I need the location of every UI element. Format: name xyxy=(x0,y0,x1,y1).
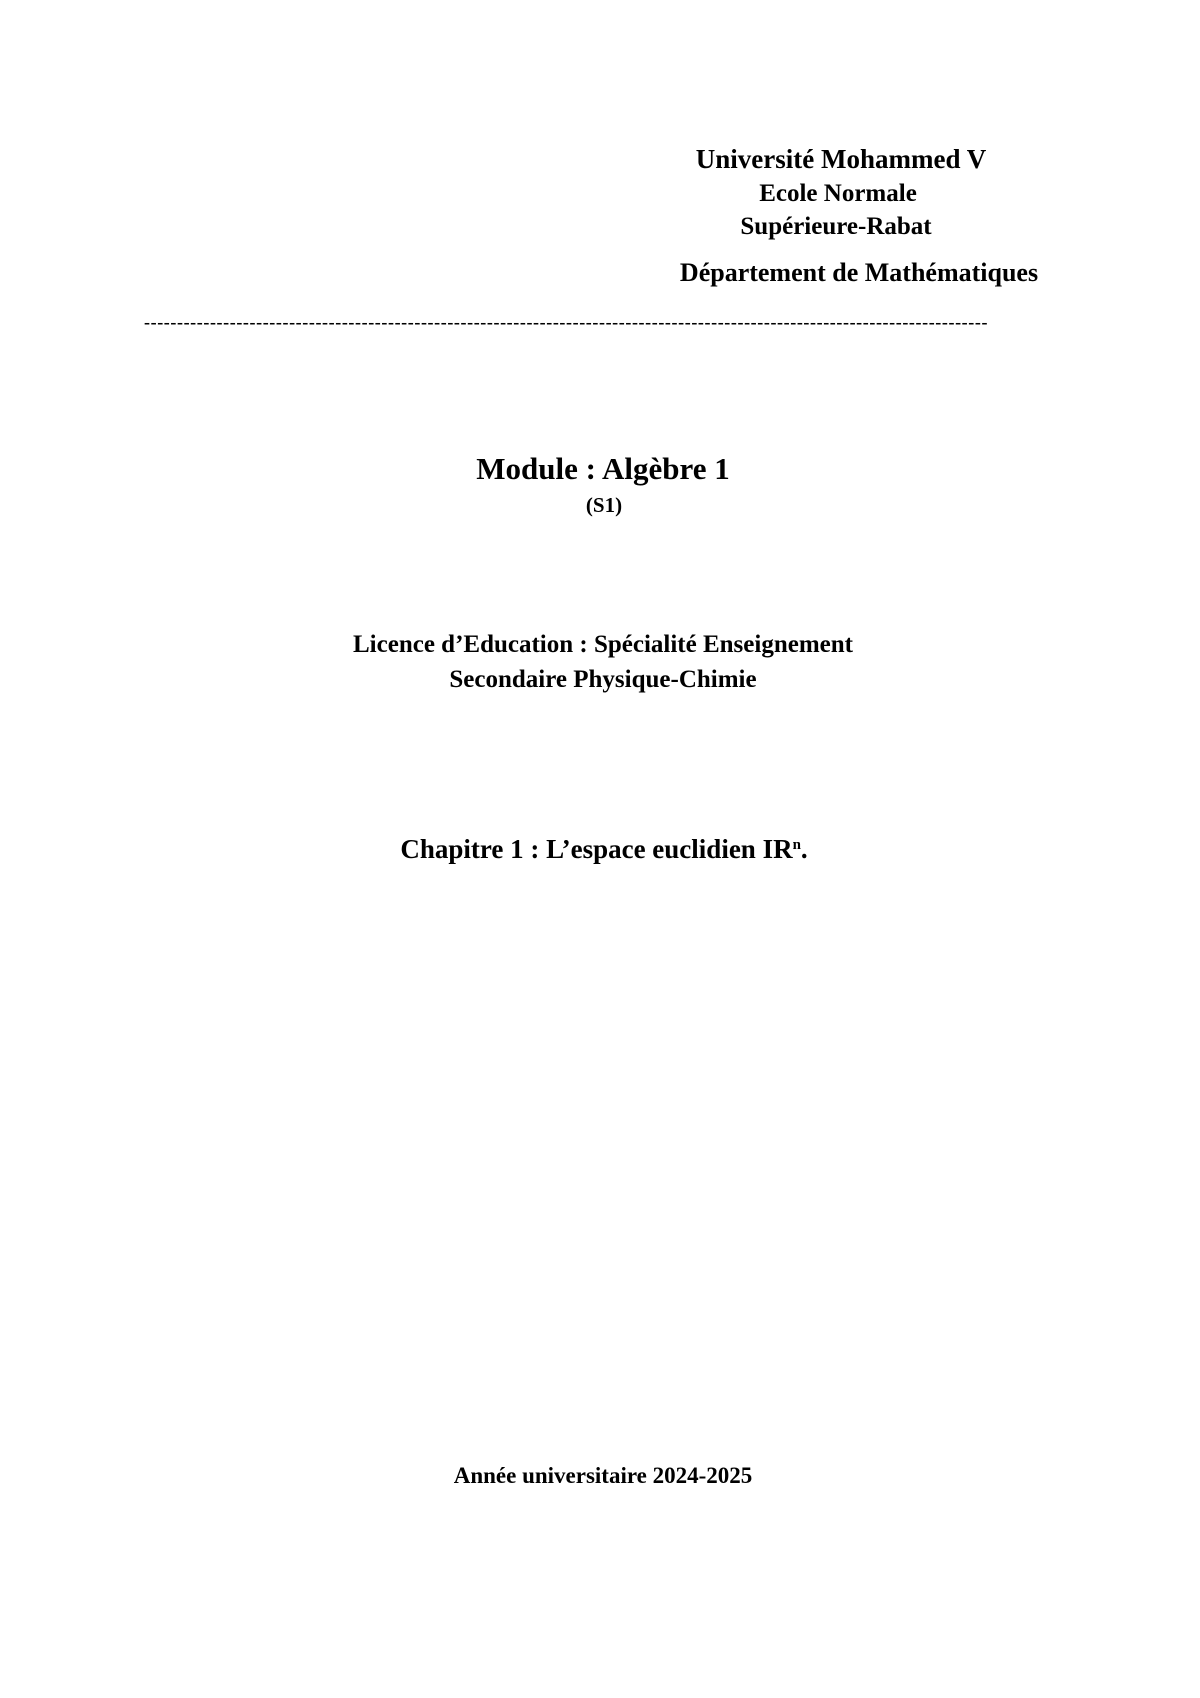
school-name-line2: Supérieure-Rabat xyxy=(740,213,932,240)
chapter-title-text: Chapitre 1 : L’espace euclidien IR xyxy=(400,834,793,864)
academic-year: Année universitaire 2024-2025 xyxy=(453,1463,753,1488)
chapter-title-suffix: . xyxy=(800,834,808,864)
chapter-title xyxy=(400,836,807,863)
university-name: Université Mohammed V xyxy=(695,144,987,174)
semester-label: (S1) xyxy=(585,493,623,517)
department-name: Département de Mathématiques xyxy=(679,258,1039,287)
header-separator: -------------------------------------------------------------------------------------------------------------------------------- xyxy=(144,313,989,331)
licence-line2: Secondaire Physique-Chimie xyxy=(449,666,757,693)
school-name-line1: Ecole Normale xyxy=(759,180,917,207)
licence-line1: Licence d’Education : Spécialité Enseignement xyxy=(353,631,853,658)
chapter-title-superscript: n xyxy=(792,837,801,853)
module-title: Module : Algèbre 1 xyxy=(476,451,730,486)
